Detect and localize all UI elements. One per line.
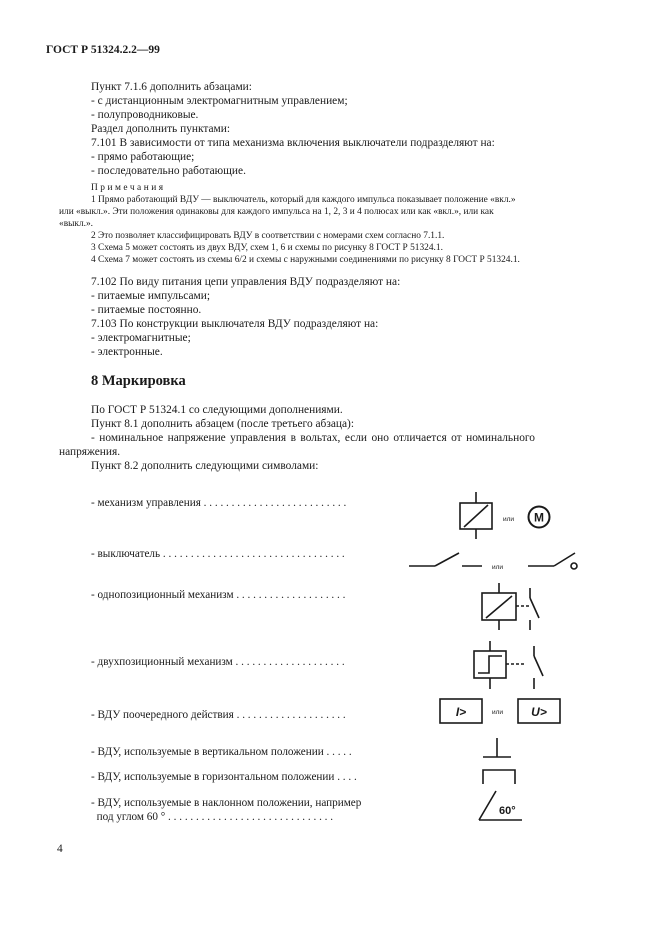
para-line: - питаемые постоянно.: [91, 304, 202, 316]
para-line: Пункт 8.2 дополнить следующими символами:: [91, 460, 319, 472]
para-line: - номинальное напряжение управления в вольтах, если оно отличается от номинального: [91, 432, 535, 444]
symbol-label-single-position: - однопозиционный механизм . . . . . . . . . . . . . . . . . . . .: [91, 589, 346, 601]
para-line: По ГОСТ Р 51324.1 со следующими дополнениями.: [91, 404, 343, 416]
para-line: - питаемые импульсами;: [91, 290, 211, 302]
symbol-label-horizontal: - ВДУ, используемые в горизонтальном положении . . . .: [91, 771, 357, 783]
current-relay-label: I>: [455, 705, 467, 719]
or-label: или: [492, 564, 504, 571]
page-number: 4: [57, 843, 63, 855]
standard-header: ГОСТ Р 51324.2.2—99: [46, 44, 160, 56]
angle-label: 60°: [499, 805, 516, 817]
single-position-mechanism-icon: [482, 583, 539, 630]
para-line: - последовательно работающие.: [91, 165, 246, 177]
para-line: - полупроводниковые.: [91, 109, 199, 121]
section-heading: 8 Маркировка: [91, 373, 186, 389]
or-label: или: [503, 516, 515, 523]
para-line: Раздел дополнить пунктами:: [91, 123, 231, 135]
note-line: 4 Схема 7 может состоять из схемы 6/2 и схемы с наружными соединениями по рисунку 8 ГОСТ Р 51324.1.: [91, 255, 520, 265]
note-line: «выкл.».: [59, 219, 94, 229]
para-line: Пункт 8.1 дополнить абзацем (после третьего абзаца):: [91, 418, 355, 430]
para-line: 7.101 В зависимости от типа механизма включения выключатели подразделяют на:: [91, 137, 495, 149]
note-line: 3 Схема 5 может состоять из двух ВДУ, схем 1, 6 и схемы по рисунку 8 ГОСТ Р 51324.1.: [91, 243, 443, 253]
note-line: 1 Прямо работающий ВДУ — выключатель, который для каждого импульса показывает положение «вкл.»: [91, 195, 516, 205]
symbol-label-vertical: - ВДУ, используемые в вертикальном положении . . . . .: [91, 746, 352, 758]
note-line: 2 Это позволяет классифицировать ВДУ в соответствии с номерами схем согласно 7.1.1.: [91, 231, 445, 241]
symbol-label-sequential: - ВДУ поочередного действия . . . . . . . . . . . . . . . . . . . .: [91, 709, 346, 721]
para-line: напряжения.: [59, 446, 121, 458]
switch-symbol-icon: [409, 553, 482, 566]
switch-open-end-symbol-icon: [528, 553, 577, 569]
vertical-position-icon: [483, 738, 511, 757]
symbol-label-control-mechanism: - механизм управления . . . . . . . . . . . . . . . . . . . . . . . . . .: [91, 497, 347, 509]
para-line: Пункт 7.1.6 дополнить абзацами:: [91, 81, 252, 93]
para-line: - с дистанционным электромагнитным управлением;: [91, 95, 348, 107]
horizontal-position-icon: [483, 770, 515, 784]
symbol-label-inclined-angle: под углом 60 ° . . . . . . . . . . . . . . . . . . . . . . . . . . . . . .: [91, 811, 334, 823]
motor-letter: M: [534, 510, 544, 525]
para-line: 7.103 По конструкции выключателя ВДУ подразделяют на:: [91, 318, 379, 330]
symbol-label-two-position: - двухпозиционный механизм . . . . . . . . . . . . . . . . . . . .: [91, 656, 345, 668]
para-line: 7.102 По виду питания цепи управления ВДУ подразделяют на:: [91, 276, 401, 288]
notes-title: Примечания: [91, 183, 166, 193]
or-label: или: [492, 709, 504, 716]
para-line: - электромагнитные;: [91, 332, 191, 344]
para-line: - электронные.: [91, 346, 163, 358]
symbol-label-switch: - выключатель . . . . . . . . . . . . . . . . . . . . . . . . . . . . . . . . .: [91, 548, 345, 560]
note-line: или «выкл.». Эти положения одинаковы для каждого импульса на 1, 2, 3 и 4 полюсах или как «вкл.», или как: [59, 207, 494, 217]
para-line: - прямо работающие;: [91, 151, 195, 163]
coil-symbol-icon: [460, 492, 492, 539]
voltage-relay-label: U>: [531, 705, 547, 719]
two-position-mechanism-icon: [474, 641, 543, 689]
symbol-label-inclined: - ВДУ, используемые в наклонном положении, например: [91, 797, 362, 809]
